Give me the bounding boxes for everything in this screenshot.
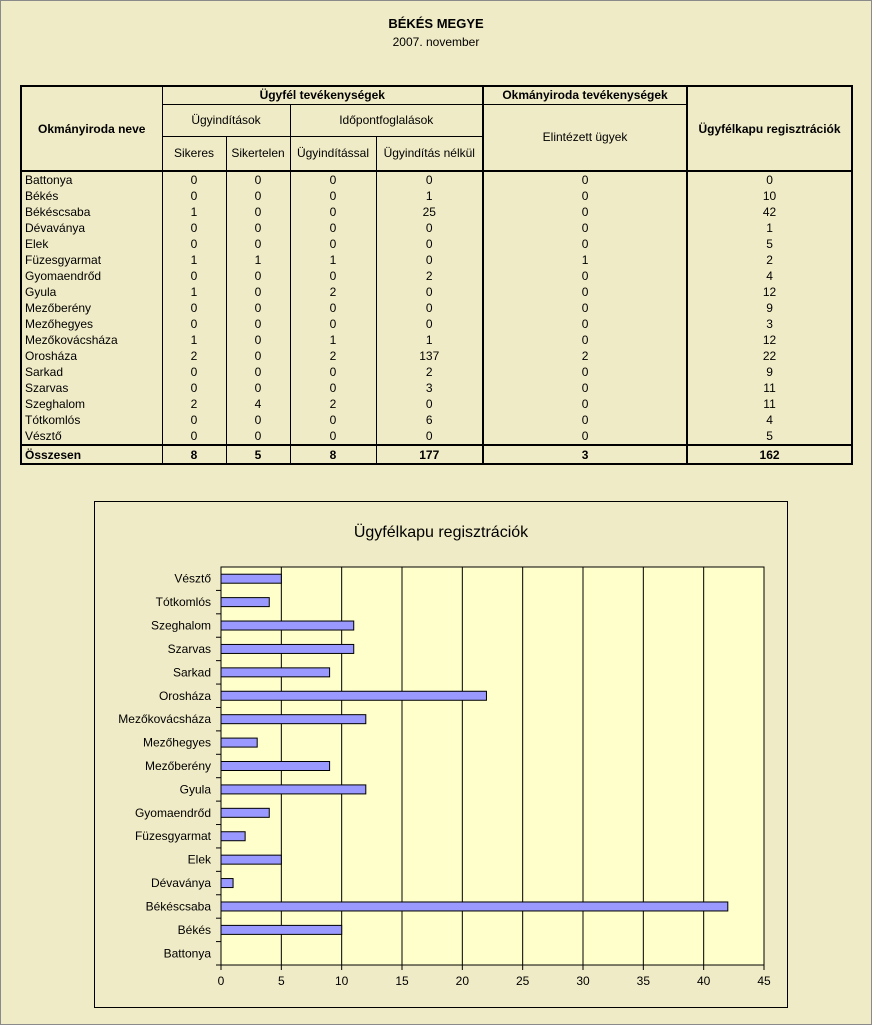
completed-cases-cell: 0 [483,332,687,348]
successful-cell: 0 [162,236,226,252]
table-row [21,412,852,428]
table-row [21,396,852,412]
registrations-cell: 12 [687,332,852,348]
registrations-cell: 12 [687,284,852,300]
bar [221,832,245,841]
y-tick-label: Szarvas [167,641,211,656]
completed-cases-cell: 0 [483,316,687,332]
office-name-cell: Szarvas [21,380,162,396]
with-initiation-cell: 0 [290,220,376,236]
bar [221,762,330,771]
unsuccessful-cell: 0 [226,171,290,188]
unsuccessful-cell: 0 [226,268,290,284]
without-initiation-cell: 2 [376,268,483,284]
with-initiation-cell: 0 [290,380,376,396]
with-initiation-cell: 0 [290,364,376,380]
completed-cases-cell: 0 [483,284,687,300]
table-row [21,364,852,380]
table-total-row [21,445,852,464]
table-row [21,268,852,284]
header-unsuccessful: Sikertelen [226,136,290,171]
y-tick-label: Dévaványa [150,876,211,891]
header-office-activities: Okmányiroda tevékenységek [483,86,687,104]
successful-cell: 1 [162,252,226,268]
without-initiation-cell: 0 [376,252,483,268]
x-tick-label: 30 [576,974,590,988]
without-initiation-cell: 0 [376,300,483,316]
bar-chart [95,502,787,1007]
with-initiation-cell: 0 [290,412,376,428]
completed-cases-cell: 0 [483,268,687,284]
completed-cases-cell: 2 [483,348,687,364]
unsuccessful-cell: 0 [226,300,290,316]
with-initiation-cell: 0 [290,268,376,284]
without-initiation-cell: 2 [376,364,483,380]
office-name-cell: Füzesgyarmat [21,252,162,268]
bar [221,621,354,630]
registrations-cell: 2 [687,252,852,268]
registrations-cell: 22 [687,348,852,364]
x-tick-label: 15 [395,974,409,988]
without-initiation-cell: 1 [376,188,483,204]
bar [221,644,354,653]
office-name-cell: Battonya [21,171,162,188]
registrations-cell: 11 [687,396,852,412]
header-without-initiation: Ügyindítás nélkül [376,136,483,171]
table-row [21,171,852,188]
without-initiation-cell: 1 [376,332,483,348]
unsuccessful-cell: 5 [226,445,290,464]
office-name-cell: Mezőhegyes [21,316,162,332]
completed-cases-cell: 0 [483,428,687,445]
with-initiation-cell: 0 [290,428,376,445]
without-initiation-cell: 0 [376,396,483,412]
unsuccessful-cell: 0 [226,284,290,300]
registrations-cell: 1 [687,220,852,236]
with-initiation-cell: 0 [290,188,376,204]
unsuccessful-cell: 0 [226,348,290,364]
y-tick-label: Békéscsaba [145,899,211,914]
with-initiation-cell: 8 [290,445,376,464]
x-tick-label: 35 [636,974,651,988]
with-initiation-cell: 2 [290,348,376,364]
registrations-cell: 9 [687,364,852,380]
office-name-cell: Gyula [21,284,162,300]
office-name-cell: Mezőkovácsháza [21,332,162,348]
successful-cell: 0 [162,412,226,428]
completed-cases-cell: 0 [483,396,687,412]
bar [221,808,269,817]
header-with-initiation: Ügyindítással [290,136,376,171]
header-office-name: Okmányiroda neve [21,86,162,171]
office-name-cell: Mezőberény [21,300,162,316]
unsuccessful-cell: 0 [226,188,290,204]
bar [221,879,233,888]
table-row [21,380,852,396]
registrations-cell: 3 [687,316,852,332]
completed-cases-cell: 0 [483,236,687,252]
header-client-activities: Ügyfél tevékenységek [162,86,483,104]
y-tick-label: Vésztő [174,571,211,586]
successful-cell: 1 [162,204,226,220]
y-tick-label: Gyula [179,782,211,797]
unsuccessful-cell: 0 [226,332,290,348]
registrations-cell: 9 [687,300,852,316]
successful-cell: 0 [162,380,226,396]
table-row [21,332,852,348]
without-initiation-cell: 0 [376,220,483,236]
table-row [21,204,852,220]
registrations-cell: 5 [687,428,852,445]
office-name-cell: Békéscsaba [21,204,162,220]
successful-cell: 0 [162,220,226,236]
without-initiation-cell: 0 [376,236,483,252]
chart-title: Ügyfélkapu regisztrációk [353,524,529,541]
successful-cell: 0 [162,268,226,284]
y-tick-label: Mezőhegyes [142,735,211,750]
unsuccessful-cell: 4 [226,396,290,412]
unsuccessful-cell: 0 [226,220,290,236]
successful-cell: 2 [162,396,226,412]
without-initiation-cell: 25 [376,204,483,220]
bar [221,738,257,747]
registrations-cell: 5 [687,236,852,252]
with-initiation-cell: 0 [290,204,376,220]
y-tick-label: Orosháza [158,688,211,703]
bar [221,925,342,934]
successful-cell: 1 [162,332,226,348]
unsuccessful-cell: 0 [226,412,290,428]
successful-cell: 0 [162,171,226,188]
x-tick-label: 45 [757,974,771,988]
with-initiation-cell: 0 [290,300,376,316]
completed-cases-cell: 0 [483,204,687,220]
successful-cell: 8 [162,445,226,464]
successful-cell: 0 [162,428,226,445]
completed-cases-cell: 1 [483,252,687,268]
completed-cases-cell: 0 [483,300,687,316]
y-tick-label: Mezőkovácsháza [118,712,211,727]
successful-cell: 2 [162,348,226,364]
x-tick-label: 0 [217,974,225,988]
unsuccessful-cell: 0 [226,364,290,380]
completed-cases-cell: 0 [483,188,687,204]
without-initiation-cell: 3 [376,380,483,396]
y-tick-label: Sarkad [172,665,211,680]
bar [221,902,728,911]
page-subtitle: 2007. november [392,35,480,49]
unsuccessful-cell: 1 [226,252,290,268]
unsuccessful-cell: 0 [226,204,290,220]
bar [221,715,366,724]
y-tick-label: Gyomaendrőd [134,805,211,820]
office-name-cell: Sarkad [21,364,162,380]
without-initiation-cell: 137 [376,348,483,364]
with-initiation-cell: 2 [290,284,376,300]
y-tick-label: Szeghalom [150,618,211,633]
unsuccessful-cell: 0 [226,380,290,396]
table-row [21,236,852,252]
registrations-cell: 4 [687,412,852,428]
completed-cases-cell: 0 [483,171,687,188]
bar [221,598,269,607]
x-tick-label: 5 [277,974,285,988]
x-tick-label: 25 [515,974,530,988]
successful-cell: 0 [162,300,226,316]
bar [221,785,366,794]
without-initiation-cell: 0 [376,316,483,332]
without-initiation-cell: 0 [376,171,483,188]
office-name-cell: Tótkomlós [21,412,162,428]
table-row [21,348,852,364]
office-name-cell: Szeghalom [21,396,162,412]
office-name-cell: Békés [21,188,162,204]
header-appointments: Időpontfoglalások [290,104,483,136]
completed-cases-cell: 0 [483,364,687,380]
office-name-cell: Orosháza [21,348,162,364]
table-row [21,188,852,204]
unsuccessful-cell: 0 [226,236,290,252]
office-name-cell: Elek [21,236,162,252]
with-initiation-cell: 0 [290,236,376,252]
completed-cases-cell: 0 [483,412,687,428]
office-name-cell: Vésztő [21,428,162,445]
table-row [21,316,852,332]
x-tick-label: 10 [334,974,349,988]
table-row [21,284,852,300]
bar [221,855,281,864]
y-tick-label: Füzesgyarmat [134,829,211,844]
y-tick-label: Battonya [163,946,211,961]
header-completed-cases: Elintézett ügyek [483,104,687,171]
y-tick-label: Tótkomlós [155,595,211,610]
registrations-cell: 42 [687,204,852,220]
bar [221,691,486,700]
total-label: Összesen [21,445,162,464]
x-tick-label: 20 [455,974,470,988]
bar [221,574,281,583]
without-initiation-cell: 0 [376,284,483,300]
bar [221,668,330,677]
registrations-cell: 11 [687,380,852,396]
with-initiation-cell: 0 [290,171,376,188]
completed-cases-cell: 0 [483,380,687,396]
unsuccessful-cell: 0 [226,428,290,445]
office-name-cell: Dévaványa [21,220,162,236]
table-row [21,428,852,445]
header-initiations: Ügyindítások [162,104,290,136]
without-initiation-cell: 177 [376,445,483,464]
completed-cases-cell: 0 [483,220,687,236]
successful-cell: 0 [162,316,226,332]
successful-cell: 1 [162,284,226,300]
y-tick-label: Békés [177,922,211,937]
table-row [21,300,852,316]
y-tick-label: Mezőberény [144,759,211,773]
without-initiation-cell: 0 [376,428,483,445]
x-tick-label: 40 [696,974,711,988]
with-initiation-cell: 1 [290,252,376,268]
header-successful: Sikeres [162,136,226,171]
registrations-cell: 162 [687,445,852,464]
registrations-cell: 10 [687,188,852,204]
successful-cell: 0 [162,188,226,204]
with-initiation-cell: 2 [290,396,376,412]
table-row [21,252,852,268]
successful-cell: 0 [162,364,226,380]
y-tick-label: Elek [187,852,211,867]
with-initiation-cell: 1 [290,332,376,348]
with-initiation-cell: 0 [290,316,376,332]
registrations-cell: 0 [687,171,852,188]
page-title: BÉKÉS MEGYE [388,16,484,31]
table-row [21,220,852,236]
header-registrations: Ügyfélkapu regisztrációk [687,86,852,171]
completed-cases-cell: 3 [483,445,687,464]
statistics-table [20,85,853,465]
registrations-cell: 4 [687,268,852,284]
office-name-cell: Gyomaendrőd [21,268,162,284]
without-initiation-cell: 6 [376,412,483,428]
unsuccessful-cell: 0 [226,316,290,332]
chart-panel [94,501,788,1008]
